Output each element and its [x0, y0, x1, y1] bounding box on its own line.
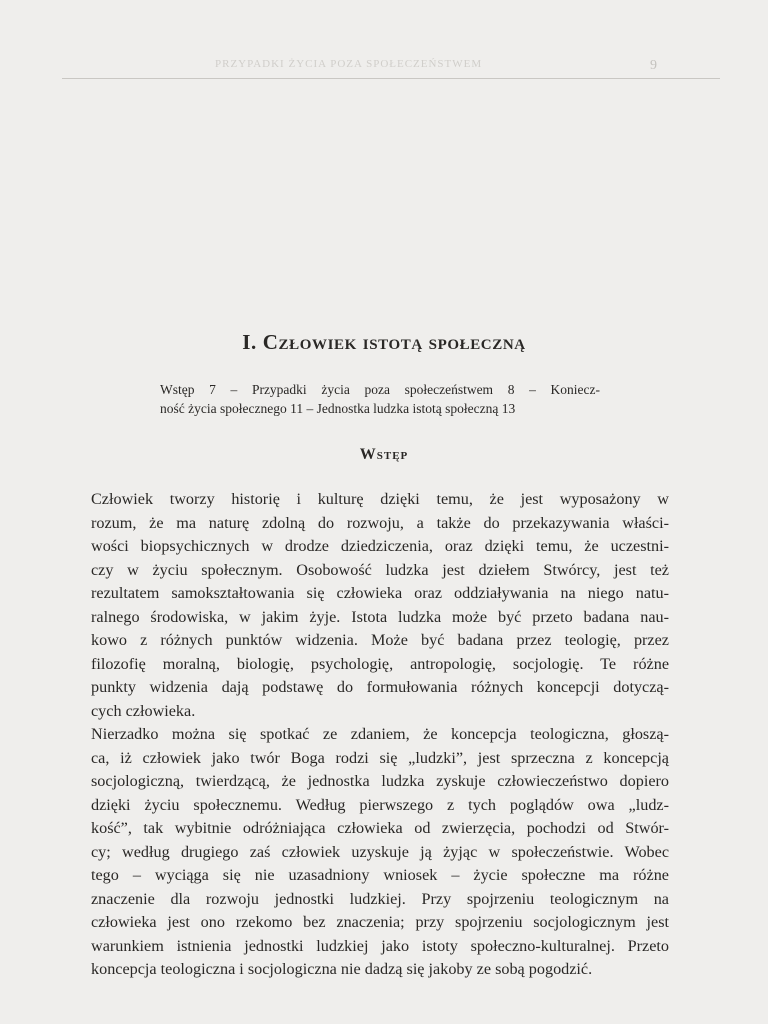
- text-line: znaczenie dla rozwoju jednostki ludzkiej. Przy spojrzeniu teologicznym na: [91, 889, 669, 908]
- text-line: ralnego środowiska, w jakim żyje. Istota ludzka może być przeto badana nau-: [91, 607, 669, 626]
- header-rule: [62, 78, 720, 79]
- chapter-title: I. Człowiek istotą społeczną: [242, 330, 526, 354]
- text-line: filozofię moralną, biologię, psychologię, antropologię, socjologię. Te różne: [91, 654, 669, 673]
- contents-line: Wstęp 7 – Przypadki życia poza społeczeństwem 8 – Koniecz-: [160, 382, 600, 397]
- text-line: punkty widzenia dają podstawę do formułowania różnych koncepcji dotyczą-: [91, 678, 669, 696]
- text-line: wości biopsychicznych w drodze dziedziczenia, oraz dzięki temu, że uczestni-: [91, 537, 669, 555]
- text-line: Człowiek tworzy historię i kulturę dzięki temu, że jest wyposażony w: [91, 490, 669, 508]
- paragraph: [91, 723, 669, 982]
- chapter-contents: [160, 380, 600, 418]
- contents-line: ność życia społecznego 11 – Jednostka ludzka istotą społeczną 13: [160, 401, 516, 416]
- section-title: Wstęp: [359, 446, 409, 463]
- text-line: dzięki życiu społecznemu. Według pierwszego z tych poglądów owa „ludz-: [91, 795, 669, 814]
- text-line: Nierzadko można się spotkać ze zdaniem, że koncepcja teologiczna, głoszą-: [91, 725, 669, 743]
- text-line: ca, iż człowiek jako twór Boga rodzi się „ludzki”, jest sprzeczna z koncepcją: [91, 748, 669, 767]
- text-line: cych człowieka.: [91, 701, 196, 720]
- text-line: cy; według drugiego zaś człowiek uzyskuje ją żyjąc w społeczeństwie. Wobec: [91, 842, 669, 861]
- text-line: czy w życiu społecznym. Osobowość ludzka jest dziełem Stwórcy, jest też: [91, 560, 669, 579]
- body-text: [91, 488, 669, 982]
- text-line: socjologiczną, twierdzącą, że jednostka ludzka zyskuje człowieczeństwo dopiero: [91, 772, 669, 790]
- text-line: rezultatem samokształtowania się człowieka oraz oddziaływania na niego natu-: [91, 584, 669, 602]
- text-line: kowo z różnych punktów widzenia. Może być badana przez teologię, przez: [91, 631, 669, 649]
- running-header: PRZYPADKI ŻYCIA POZA SPOŁECZEŃSTWEM: [215, 58, 483, 70]
- page-number: 9: [650, 58, 657, 73]
- text-line: koncepcja teologiczna i socjologiczna nie dadzą się jakoby ze sobą pogodzić.: [91, 960, 593, 978]
- text-line: tego – wyciąga się nie uzasadniony wniosek – życie społeczne ma różne: [91, 866, 669, 884]
- text-line: kość”, tak wybitnie odróżniająca człowieka od zwierzęcia, pochodzi od Stwór-: [91, 819, 669, 837]
- text-line: człowieka jest ono rzekomo bez znaczenia; przy spojrzeniu socjologicznym jest: [91, 913, 669, 931]
- text-line: warunkiem istnienia jednostki ludzkiej jako istoty społeczno-kulturalnej. Przeto: [91, 936, 669, 955]
- text-line: rozum, że ma naturę zdolną do rozwoju, a także do przekazywania właści-: [91, 513, 669, 532]
- paragraph: [91, 488, 669, 723]
